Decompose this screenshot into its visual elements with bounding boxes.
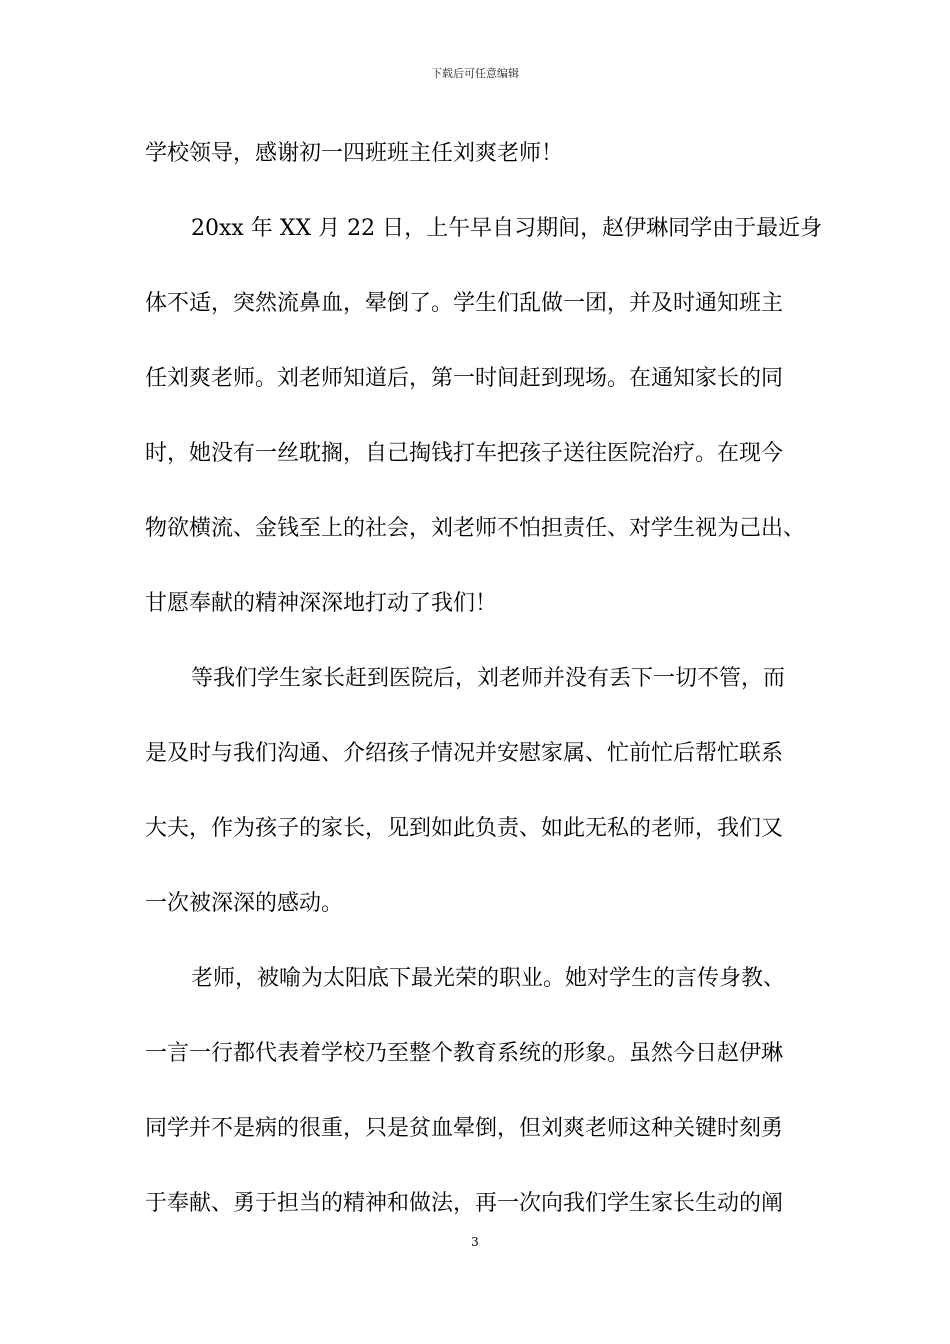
page-number: 3 bbox=[471, 1235, 479, 1249]
page-header: 下载后可任意编辑 bbox=[431, 67, 519, 80]
text-line: 20xx 年 XX 月 22 日，上午早自习期间，赵伊琳同学由于最近身 bbox=[191, 216, 823, 241]
text-line: 一言一行都代表着学校乃至整个教育系统的形象。虽然今日赵伊琳 bbox=[145, 1041, 784, 1066]
text-line: 一次被深深的感动。 bbox=[145, 891, 344, 916]
text-line: 学校领导，感谢初一四班班主任刘爽老师！ bbox=[145, 141, 564, 166]
text-line: 老师，被喻为太阳底下最光荣的职业。她对学生的言传身教、 bbox=[191, 966, 786, 991]
text-line: 时，她没有一丝耽搁，自己掏钱打车把孩子送往医院治疗。在现今 bbox=[145, 441, 784, 466]
document-body bbox=[145, 132, 835, 1257]
text-line: 物欲横流、金钱至上的社会，刘老师不怕担责任、对学生视为己出、 bbox=[145, 516, 806, 541]
text-line: 于奉献、勇于担当的精神和做法，再一次向我们学生家长生动的阐 bbox=[145, 1191, 784, 1216]
text-line: 大夫，作为孩子的家长，见到如此负责、如此无私的老师，我们又 bbox=[145, 816, 784, 841]
text-line: 等我们学生家长赶到医院后，刘老师并没有丢下一切不管，而 bbox=[191, 666, 786, 691]
text-line: 同学并不是病的很重，只是贫血晕倒，但刘爽老师这种关键时刻勇 bbox=[145, 1116, 784, 1141]
text-line: 甘愿奉献的精神深深地打动了我们！ bbox=[145, 591, 498, 616]
text-line: 体不适，突然流鼻血，晕倒了。学生们乱做一团，并及时通知班主 bbox=[145, 291, 784, 316]
text-line: 是及时与我们沟通、介绍孩子情况并安慰家属、忙前忙后帮忙联系 bbox=[145, 741, 784, 766]
text-line: 任刘爽老师。刘老师知道后，第一时间赶到现场。在通知家长的同 bbox=[145, 366, 784, 391]
